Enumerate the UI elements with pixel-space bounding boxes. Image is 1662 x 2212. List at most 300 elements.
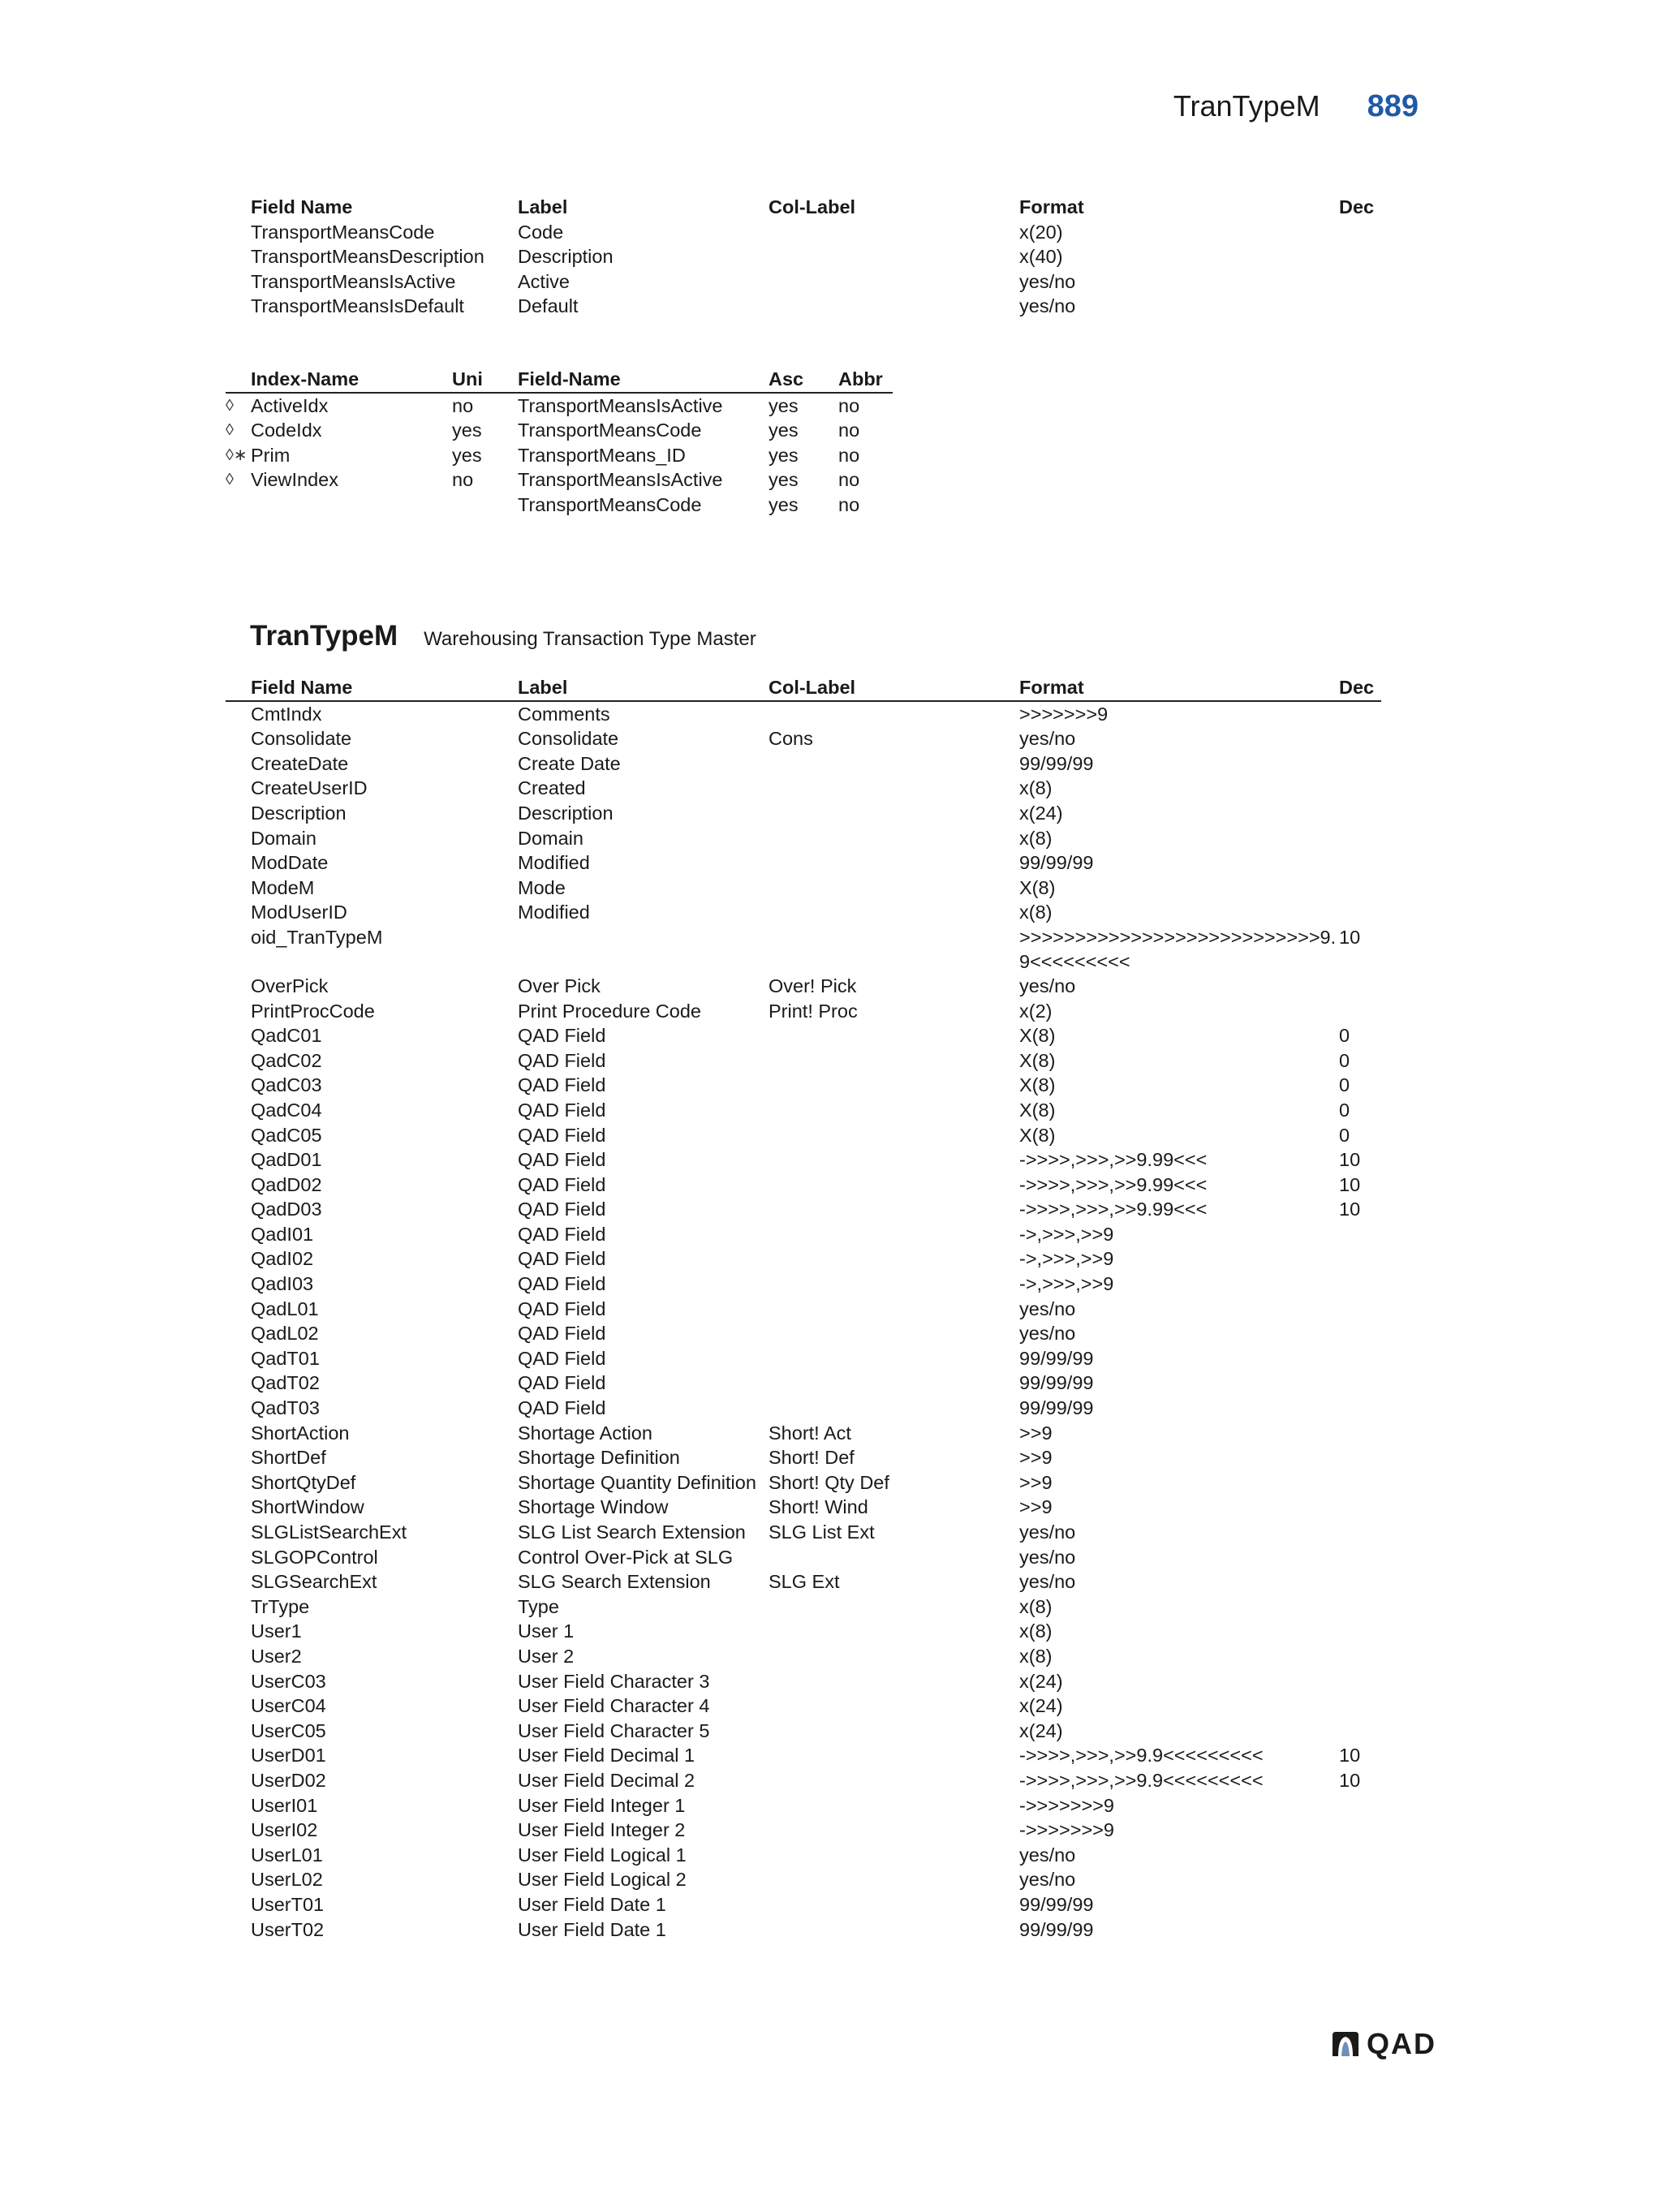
field-label: User 1 (518, 1620, 575, 1642)
field-col-label (769, 1346, 1019, 1371)
index-marker-icon: ◊ (226, 471, 234, 489)
header-format: Format (1019, 196, 1084, 217)
row-spacer (226, 1818, 251, 1843)
field-label: QAD Field (518, 1273, 606, 1295)
field-col-label (769, 1321, 1019, 1346)
index-field: TransportMeansIsActive (518, 394, 723, 416)
field-label: User Field Date 1 (518, 1893, 666, 1915)
field-dec (1339, 1719, 1381, 1744)
field-format: x(8) (1019, 902, 1053, 923)
field-row (226, 751, 1381, 777)
field-dec (1339, 1569, 1381, 1594)
field-label: Description (518, 802, 614, 824)
qad-logo-icon (1331, 2030, 1360, 2058)
field-dec (1339, 1545, 1381, 1570)
field-dec (1339, 1892, 1381, 1917)
field-col-label: Short! Qty Def (769, 1471, 889, 1493)
index-asc: yes (769, 469, 799, 491)
field-format: X(8) (1019, 1025, 1056, 1047)
field-format: yes/no (1019, 1521, 1076, 1543)
row-spacer (226, 751, 251, 777)
field-row (226, 1098, 1381, 1123)
field-format: x(40) (1019, 246, 1063, 268)
field-format: x(8) (1019, 777, 1053, 799)
row-spacer (226, 1371, 251, 1396)
field-label: Modified (518, 852, 590, 874)
field-format: yes/no (1019, 1571, 1076, 1593)
field-label: QAD Field (518, 1025, 606, 1047)
field-label: QAD Field (518, 1099, 606, 1121)
field-row (226, 1048, 1381, 1074)
row-spacer (226, 726, 251, 751)
field-row (226, 1246, 1381, 1272)
field-format: x(20) (1019, 221, 1063, 243)
field-format: ->>>>,>>>,>>9.99<<< (1019, 1173, 1208, 1195)
field-row (226, 1743, 1381, 1768)
field-label: Description (518, 246, 614, 268)
field-label: QAD Field (518, 1223, 606, 1245)
field-label: User Field Character 5 (518, 1719, 710, 1741)
row-spacer (226, 1123, 251, 1148)
field-format: yes/no (1019, 1869, 1076, 1891)
field-name: CreateDate (251, 752, 349, 774)
header-label: Label (518, 675, 769, 701)
index-name: ViewIndex (251, 469, 338, 491)
field-format: yes/no (1019, 728, 1076, 750)
field-name: User1 (251, 1620, 302, 1642)
field-label: QAD Field (518, 1298, 606, 1319)
field-label: Type (518, 1595, 559, 1617)
field-label: User 2 (518, 1645, 575, 1667)
field-dec (1339, 294, 1381, 319)
row-spacer (226, 1520, 251, 1545)
qad-logo (1331, 2027, 1436, 2061)
field-label: SLG List Search Extension (518, 1521, 746, 1543)
row-spacer (226, 220, 251, 245)
field-format: X(8) (1019, 1074, 1056, 1096)
field-row (226, 220, 1381, 245)
header-dec: Dec (1339, 675, 1381, 701)
field-col-label (769, 220, 1019, 245)
field-label: Shortage Window (518, 1496, 669, 1518)
field-name: UserC04 (251, 1695, 326, 1717)
index-row (226, 418, 893, 443)
field-label: User Field Integer 1 (518, 1794, 686, 1816)
field-col-label (769, 1843, 1019, 1868)
field-format: 99/99/99 (1019, 1372, 1094, 1394)
field-col-label (769, 876, 1019, 901)
field-name: Consolidate (251, 728, 352, 750)
field-col-label (769, 269, 1019, 295)
field-label: Code (518, 221, 564, 243)
field-label: Domain (518, 827, 583, 849)
field-dec (1339, 850, 1381, 876)
row-spacer (226, 999, 251, 1024)
field-col-label (769, 1669, 1019, 1694)
field-label: Default (518, 295, 579, 317)
field-name: ModDate (251, 852, 329, 874)
field-dec (1339, 1371, 1381, 1396)
field-col-label (769, 1594, 1019, 1620)
row-spacer (226, 1644, 251, 1669)
field-name: QadC02 (251, 1049, 322, 1071)
index-asc: yes (769, 394, 799, 416)
field-dec (1339, 1818, 1381, 1843)
field-row (226, 294, 1381, 319)
field-col-label: Over! Pick (769, 975, 857, 996)
field-row (226, 1843, 1381, 1868)
header-dec: Dec (1339, 196, 1375, 217)
field-label: Shortage Definition (518, 1447, 680, 1469)
top-field-table (226, 195, 1381, 319)
field-dec (1339, 1445, 1381, 1470)
field-col-label (769, 776, 1019, 801)
field-dec (1339, 999, 1381, 1024)
field-label: QAD Field (518, 1149, 606, 1171)
field-row (226, 1123, 1381, 1148)
field-label: User Field Decimal 2 (518, 1769, 695, 1791)
field-format: 99/99/99 (1019, 1893, 1094, 1915)
field-col-label (769, 1545, 1019, 1570)
field-row (226, 1297, 1381, 1322)
field-col-label (769, 1768, 1019, 1793)
field-row (226, 974, 1381, 999)
field-name: OverPick (251, 975, 329, 996)
index-asc: yes (769, 420, 799, 441)
field-col-label (769, 850, 1019, 876)
index-name (251, 493, 452, 518)
field-row (226, 1470, 1381, 1495)
field-format: X(8) (1019, 1124, 1056, 1146)
field-name: QadC03 (251, 1074, 322, 1096)
field-label (518, 925, 769, 974)
field-col-label (769, 1719, 1019, 1744)
field-row (226, 1445, 1381, 1470)
field-row (226, 269, 1381, 295)
index-unique (452, 493, 518, 518)
row-spacer (226, 269, 251, 295)
field-name: QadD03 (251, 1199, 322, 1220)
field-col-label (769, 1693, 1019, 1719)
field-col-label (769, 244, 1019, 269)
qad-logo-text: QAD (1367, 2027, 1436, 2060)
field-dec (1339, 1321, 1381, 1346)
field-row (226, 1173, 1381, 1198)
header-index-field-name: Field-Name (518, 367, 769, 393)
field-dec (1339, 826, 1381, 851)
field-format: yes/no (1019, 1844, 1076, 1866)
field-dec (1339, 1594, 1381, 1620)
field-label: User Field Logical 1 (518, 1844, 687, 1866)
field-name: ModUserID (251, 902, 347, 923)
field-col-label (769, 925, 1019, 974)
index-marker-icon: ◊ (226, 421, 234, 440)
header-format: Format (1019, 675, 1339, 701)
field-name: QadL01 (251, 1298, 319, 1319)
index-name: CodeIdx (251, 420, 322, 441)
field-name: UserC03 (251, 1670, 326, 1692)
field-row (226, 1272, 1381, 1297)
row-spacer (226, 1173, 251, 1198)
field-col-label: Cons (769, 728, 813, 750)
field-row (226, 925, 1381, 974)
field-label: Consolidate (518, 728, 619, 750)
index-marker-icon: ◊∗ (226, 445, 248, 464)
field-name: TransportMeansIsDefault (251, 295, 464, 317)
field-col-label (769, 900, 1019, 925)
field-dec (1339, 1272, 1381, 1297)
field-format: ->,>>>,>>9 (1019, 1273, 1114, 1295)
field-col-label (769, 1222, 1019, 1247)
field-format: yes/no (1019, 1298, 1076, 1319)
index-unique: no (452, 394, 474, 416)
field-dec: 10 (1339, 1769, 1361, 1791)
index-row (226, 393, 893, 419)
field-dec (1339, 726, 1381, 751)
field-dec (1339, 974, 1381, 999)
field-label: User Field Logical 2 (518, 1869, 687, 1891)
field-label: Over Pick (518, 975, 601, 996)
field-dec (1339, 801, 1381, 826)
field-name: ShortAction (251, 1422, 350, 1444)
field-dec: 0 (1339, 1025, 1350, 1047)
field-dec (1339, 1619, 1381, 1644)
field-format: x(24) (1019, 802, 1063, 824)
running-title: TranTypeM (1173, 89, 1320, 123)
row-spacer (226, 1545, 251, 1570)
field-col-label (769, 826, 1019, 851)
field-name: UserL01 (251, 1844, 323, 1866)
index-row (226, 493, 893, 518)
field-name: UserC05 (251, 1719, 326, 1741)
row-spacer (226, 294, 251, 319)
row-spacer (226, 1867, 251, 1892)
field-col-label: SLG List Ext (769, 1521, 875, 1543)
field-format: ->,>>>,>>9 (1019, 1223, 1114, 1245)
field-format: >>9 (1019, 1471, 1053, 1493)
field-name: SLGSearchExt (251, 1571, 377, 1593)
field-label: User Field Decimal 1 (518, 1745, 695, 1767)
field-col-label (769, 1197, 1019, 1222)
field-label: QAD Field (518, 1199, 606, 1220)
field-dec (1339, 1520, 1381, 1545)
field-row (226, 1892, 1381, 1917)
field-name: QadD01 (251, 1149, 322, 1171)
index-abbr: no (838, 469, 860, 491)
row-spacer (226, 1470, 251, 1495)
row-spacer (226, 776, 251, 801)
row-spacer (226, 1073, 251, 1098)
field-label: QAD Field (518, 1124, 606, 1146)
field-col-label: Short! Def (769, 1447, 855, 1469)
field-label: Create Date (518, 752, 621, 774)
header-field-name: Field Name (251, 196, 353, 217)
field-row (226, 1396, 1381, 1421)
field-name: TransportMeansCode (251, 221, 435, 243)
header-uni: Uni (452, 367, 518, 393)
field-col-label (769, 1023, 1019, 1048)
field-col-label (769, 1396, 1019, 1421)
field-format: 99/99/99 (1019, 852, 1094, 874)
header-col-label: Col-Label (769, 675, 1019, 701)
field-dec (1339, 244, 1381, 269)
field-label: Control Over-Pick at SLG (518, 1546, 734, 1568)
row-spacer (226, 1917, 251, 1943)
field-col-label (769, 1123, 1019, 1148)
index-field: TransportMeansIsActive (518, 469, 723, 491)
field-col-label (769, 701, 1019, 727)
field-row (226, 1520, 1381, 1545)
field-name: QadT03 (251, 1397, 320, 1419)
section-title: TranTypeM (250, 620, 398, 652)
field-format: yes/no (1019, 1546, 1076, 1568)
row-spacer (226, 244, 251, 269)
field-row (226, 1421, 1381, 1446)
field-row (226, 1917, 1381, 1943)
row-spacer (226, 701, 251, 727)
row-spacer (226, 1421, 251, 1446)
running-head (1173, 89, 1419, 124)
row-spacer (226, 1743, 251, 1768)
field-name: Domain (251, 827, 316, 849)
index-row (226, 467, 893, 493)
field-name: UserD01 (251, 1745, 326, 1767)
field-format: ->>>>,>>>,>>9.9<<<<<<<<< (1019, 1745, 1264, 1767)
field-row (226, 1719, 1381, 1744)
field-row (226, 1619, 1381, 1644)
field-label: QAD Field (518, 1397, 606, 1419)
field-format: ->>>>,>>>,>>9.99<<< (1019, 1149, 1208, 1171)
index-abbr: no (838, 394, 860, 416)
field-label: Active (518, 270, 570, 292)
row-spacer (226, 1892, 251, 1917)
field-col-label (769, 1619, 1019, 1644)
field-label: User Field Integer 2 (518, 1819, 686, 1841)
row-spacer (226, 850, 251, 876)
field-row (226, 1793, 1381, 1818)
field-col-label (769, 1917, 1019, 1943)
field-col-label: Print! Proc (769, 1000, 858, 1022)
field-col-label (769, 1793, 1019, 1818)
field-col-label: Short! Wind (769, 1496, 868, 1518)
row-spacer (226, 876, 251, 901)
field-name: Description (251, 802, 347, 824)
index-header-row (226, 367, 893, 393)
field-col-label (769, 1147, 1019, 1173)
field-name: QadD02 (251, 1173, 322, 1195)
field-dec: 0 (1339, 1074, 1350, 1096)
field-row (226, 1073, 1381, 1098)
field-dec (1339, 1246, 1381, 1272)
field-label: QAD Field (518, 1347, 606, 1369)
field-format: x(8) (1019, 1595, 1053, 1617)
row-spacer (226, 1321, 251, 1346)
field-format: yes/no (1019, 270, 1076, 292)
row-spacer (226, 1495, 251, 1520)
field-row (226, 1644, 1381, 1669)
field-dec: 10 (1339, 1173, 1361, 1195)
field-name: UserI01 (251, 1794, 318, 1816)
field-name: TransportMeansDescription (251, 246, 484, 268)
field-format: 99/99/99 (1019, 1918, 1094, 1940)
field-dec (1339, 776, 1381, 801)
field-col-label (769, 294, 1019, 319)
field-dec: 0 (1339, 1099, 1350, 1121)
field-name: QadI03 (251, 1273, 314, 1295)
field-dec (1339, 269, 1381, 295)
row-spacer (226, 1222, 251, 1247)
field-dec (1339, 1297, 1381, 1322)
field-dec (1339, 1669, 1381, 1694)
field-row (226, 1023, 1381, 1048)
field-name: QadI01 (251, 1223, 314, 1245)
field-format: X(8) (1019, 1099, 1056, 1121)
field-label: QAD Field (518, 1049, 606, 1071)
row-spacer (226, 1346, 251, 1371)
field-name: SLGListSearchExt (251, 1521, 407, 1543)
field-dec (1339, 900, 1381, 925)
field-format: x(2) (1019, 1000, 1053, 1022)
field-name: ModeM (251, 876, 315, 898)
index-field: TransportMeansCode (518, 493, 702, 515)
field-name: QadC05 (251, 1124, 322, 1146)
index-marker-icon: ◊ (226, 396, 234, 415)
top-field-body (226, 220, 1381, 319)
top-field-header-row (226, 195, 1381, 220)
field-dec: 10 (1339, 1745, 1361, 1767)
header-label: Label (518, 196, 568, 217)
field-row (226, 1768, 1381, 1793)
field-dec (1339, 876, 1381, 901)
index-asc: yes (769, 493, 799, 515)
field-col-label (769, 1297, 1019, 1322)
field-label: QAD Field (518, 1173, 606, 1195)
field-name: oid_TranTypeM (251, 926, 383, 948)
field-row (226, 1545, 1381, 1570)
field-label: QAD Field (518, 1074, 606, 1096)
field-label: User Field Character 3 (518, 1670, 710, 1692)
field-format: 99/99/99 (1019, 752, 1094, 774)
field-format: X(8) (1019, 876, 1056, 898)
field-col-label (769, 801, 1019, 826)
row-spacer (226, 1098, 251, 1123)
index-row (226, 443, 893, 468)
field-label: Modified (518, 902, 590, 923)
field-name: CmtIndx (251, 703, 322, 725)
field-name: TransportMeansIsActive (251, 270, 456, 292)
field-name: QadI02 (251, 1248, 314, 1270)
row-spacer (226, 1272, 251, 1297)
field-name: UserT01 (251, 1893, 325, 1915)
row-spacer (226, 1297, 251, 1322)
field-name: TrType (251, 1595, 310, 1617)
field-dec (1339, 1470, 1381, 1495)
field-label: Mode (518, 876, 566, 898)
row-spacer (226, 900, 251, 925)
field-dec: 10 (1339, 1199, 1361, 1220)
index-field: TransportMeansCode (518, 420, 702, 441)
field-name: PrintProcCode (251, 1000, 375, 1022)
field-label: Comments (518, 703, 610, 725)
field-header-row (226, 675, 1381, 701)
field-row (226, 1693, 1381, 1719)
field-label: QAD Field (518, 1248, 606, 1270)
field-row (226, 244, 1381, 269)
field-name: QadT01 (251, 1347, 320, 1369)
field-label: Shortage Quantity Definition (518, 1471, 756, 1493)
field-label: Print Procedure Code (518, 1000, 701, 1022)
field-format: ->>>>>>>9 (1019, 1819, 1114, 1841)
